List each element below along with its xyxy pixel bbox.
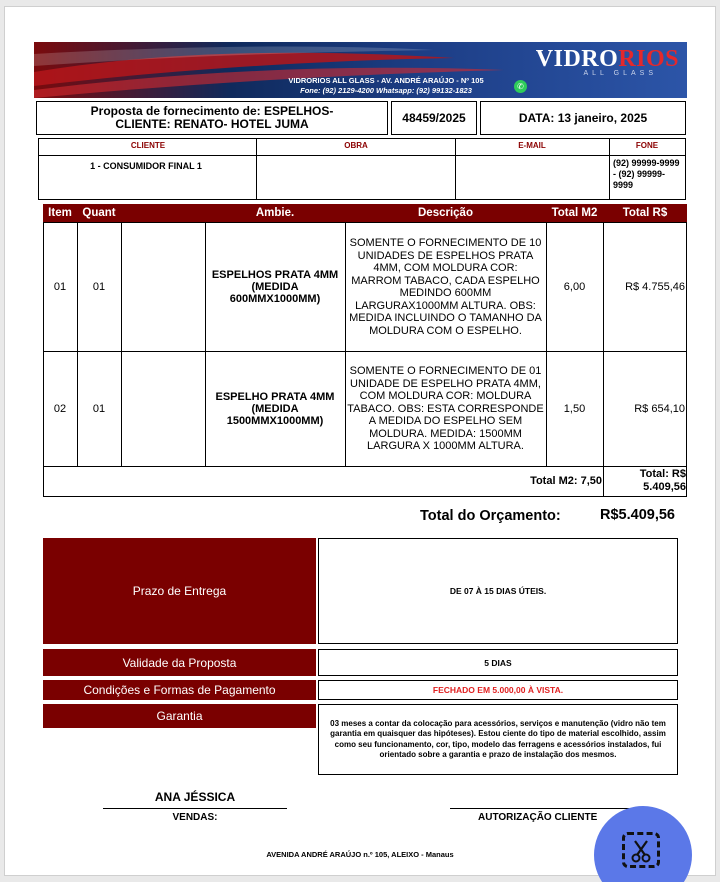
garantia-value: 03 meses a contar da colocação para acessórios, serviços e manutenção (vidro não tem garantia em quaisquer das hipóteses). Estou ciente do tipo de material escolhido, assim como seu funcionamento, cor, tipo, modelo das ferragens e acessórios instalados, fui orientado sobre a garantia e prazo de instalação dos mesmos. <box>318 704 678 775</box>
col-descricao: Descrição <box>345 204 546 222</box>
col-quant: Quant <box>77 204 121 222</box>
table-row-1-quant: 01 <box>92 281 106 293</box>
table-row-2-item: 02 <box>53 403 67 415</box>
client-authorization-label: AUTORIZAÇÃO CLIENTE <box>478 812 598 823</box>
brand-subtitle: ALL GLASS <box>583 70 657 77</box>
budget-label: Total do Orçamento: <box>420 508 561 524</box>
table-row-1-item: 01 <box>53 281 67 293</box>
prazo-label: Prazo de Entrega <box>43 538 316 644</box>
footer-address: AVENIDA ANDRÉ ARAÚJO n.º 105, ALEIXO - Manaus <box>266 850 454 859</box>
proposal-number: 48459/2025 <box>402 111 466 125</box>
sum-total-rs: Total: R$ 5.409,56 <box>639 468 686 493</box>
client-header: CLIENTE <box>130 141 166 150</box>
table-row-2-total-rs: R$ 654,10 <box>634 403 685 415</box>
col-ambiente: Ambie. <box>205 204 345 222</box>
pagamento-label: Condições e Formas de Pagamento <box>43 680 316 700</box>
table-row-2-ambiente: ESPELHO PRATA 4MM (MEDIDA 1500MMX1000MM) <box>215 391 335 427</box>
garantia-label: Garantia <box>43 704 316 728</box>
screenshot-scissors-icon <box>622 832 660 868</box>
seller-name: ANA JÉSSICA <box>154 790 236 804</box>
whatsapp-icon: ✆ <box>514 80 527 93</box>
proposal-date: DATA: 13 janeiro, 2025 <box>518 111 648 125</box>
header-banner <box>34 42 687 98</box>
fone-header: FONE <box>635 141 659 150</box>
sum-total-m2: Total M2: 7,50 <box>530 475 602 487</box>
proposal-date-box <box>480 101 686 135</box>
col-total-rs: Total R$ <box>603 204 687 222</box>
table-row-2-total-m2: 1,50 <box>563 403 586 415</box>
client-name: 1 - CONSUMIDOR FINAL 1 <box>90 161 202 171</box>
proposal-title-box <box>36 101 388 135</box>
prazo-value: DE 07 À 15 DIAS ÚTEIS. <box>318 538 678 644</box>
seller-label: VENDAS: <box>172 812 218 823</box>
table-row-1-descricao: SOMENTE O FORNECIMENTO DE 10 UNIDADES DE ESPELHOS PRATA 4MM, COM MOLDURA COR: MARROM TABACO, CADA ESPELHO MEDINDO 600MM LARGURAX1000MM ALTURA. OBS: MEDIDA INCLUINDO O TAMANHO DA MOLDURA COM O ESPELHO. <box>349 237 542 337</box>
proposal-title: Proposta de fornecimento de: ESPELHOS- CLIENTE: RENATO- HOTEL JUMA <box>90 104 334 131</box>
table-row-2-quant: 01 <box>92 403 106 415</box>
col-total-m2: Total M2 <box>546 204 603 222</box>
obra-header: OBRA <box>344 141 368 150</box>
table-row-2-descricao: SOMENTE O FORNECIMENTO DE 01 UNIDADE DE ESPELHO PRATA 4MM, COM MOLDURA COR: MOLDURA TABACO. OBS: ESTA CORRESPONDE A MEDIDA DO ESPELHO SEM MOLDURA. MEDIDA: 1500MM LARGURA X 1000MM ALTURA. <box>347 365 544 453</box>
table-row-1-total-rs: R$ 4.755,46 <box>625 281 685 293</box>
client-signature-line <box>450 808 630 809</box>
table-row-1-total-m2: 6,00 <box>563 281 586 293</box>
client-phone: (92) 99999-9999 - (92) 99999-9999 <box>613 158 680 190</box>
pagamento-value: FECHADO EM 5.000,00 À VISTA. <box>318 680 678 700</box>
validade-label: Validade da Proposta <box>43 649 316 676</box>
brand-logo: VIDRORIOS <box>535 46 679 72</box>
seller-signature-line <box>103 808 287 809</box>
company-address: VIDRORIOS ALL GLASS - AV. ANDRÉ ARAÚJO - Nº 105 Fone: (92) 2129-4200 Whatsapp: (92) 99132-1823 <box>288 76 484 95</box>
validade-value: 5 DIAS <box>318 649 678 676</box>
proposal-number-box <box>391 101 477 135</box>
email-header: E-MAIL <box>518 141 546 150</box>
col-blank <box>121 204 205 222</box>
col-item: Item <box>43 204 77 222</box>
table-row-1-ambiente: ESPELHOS PRATA 4MM (MEDIDA 600MMX1000MM) <box>211 269 339 305</box>
budget-value: R$5.409,56 <box>600 507 675 523</box>
